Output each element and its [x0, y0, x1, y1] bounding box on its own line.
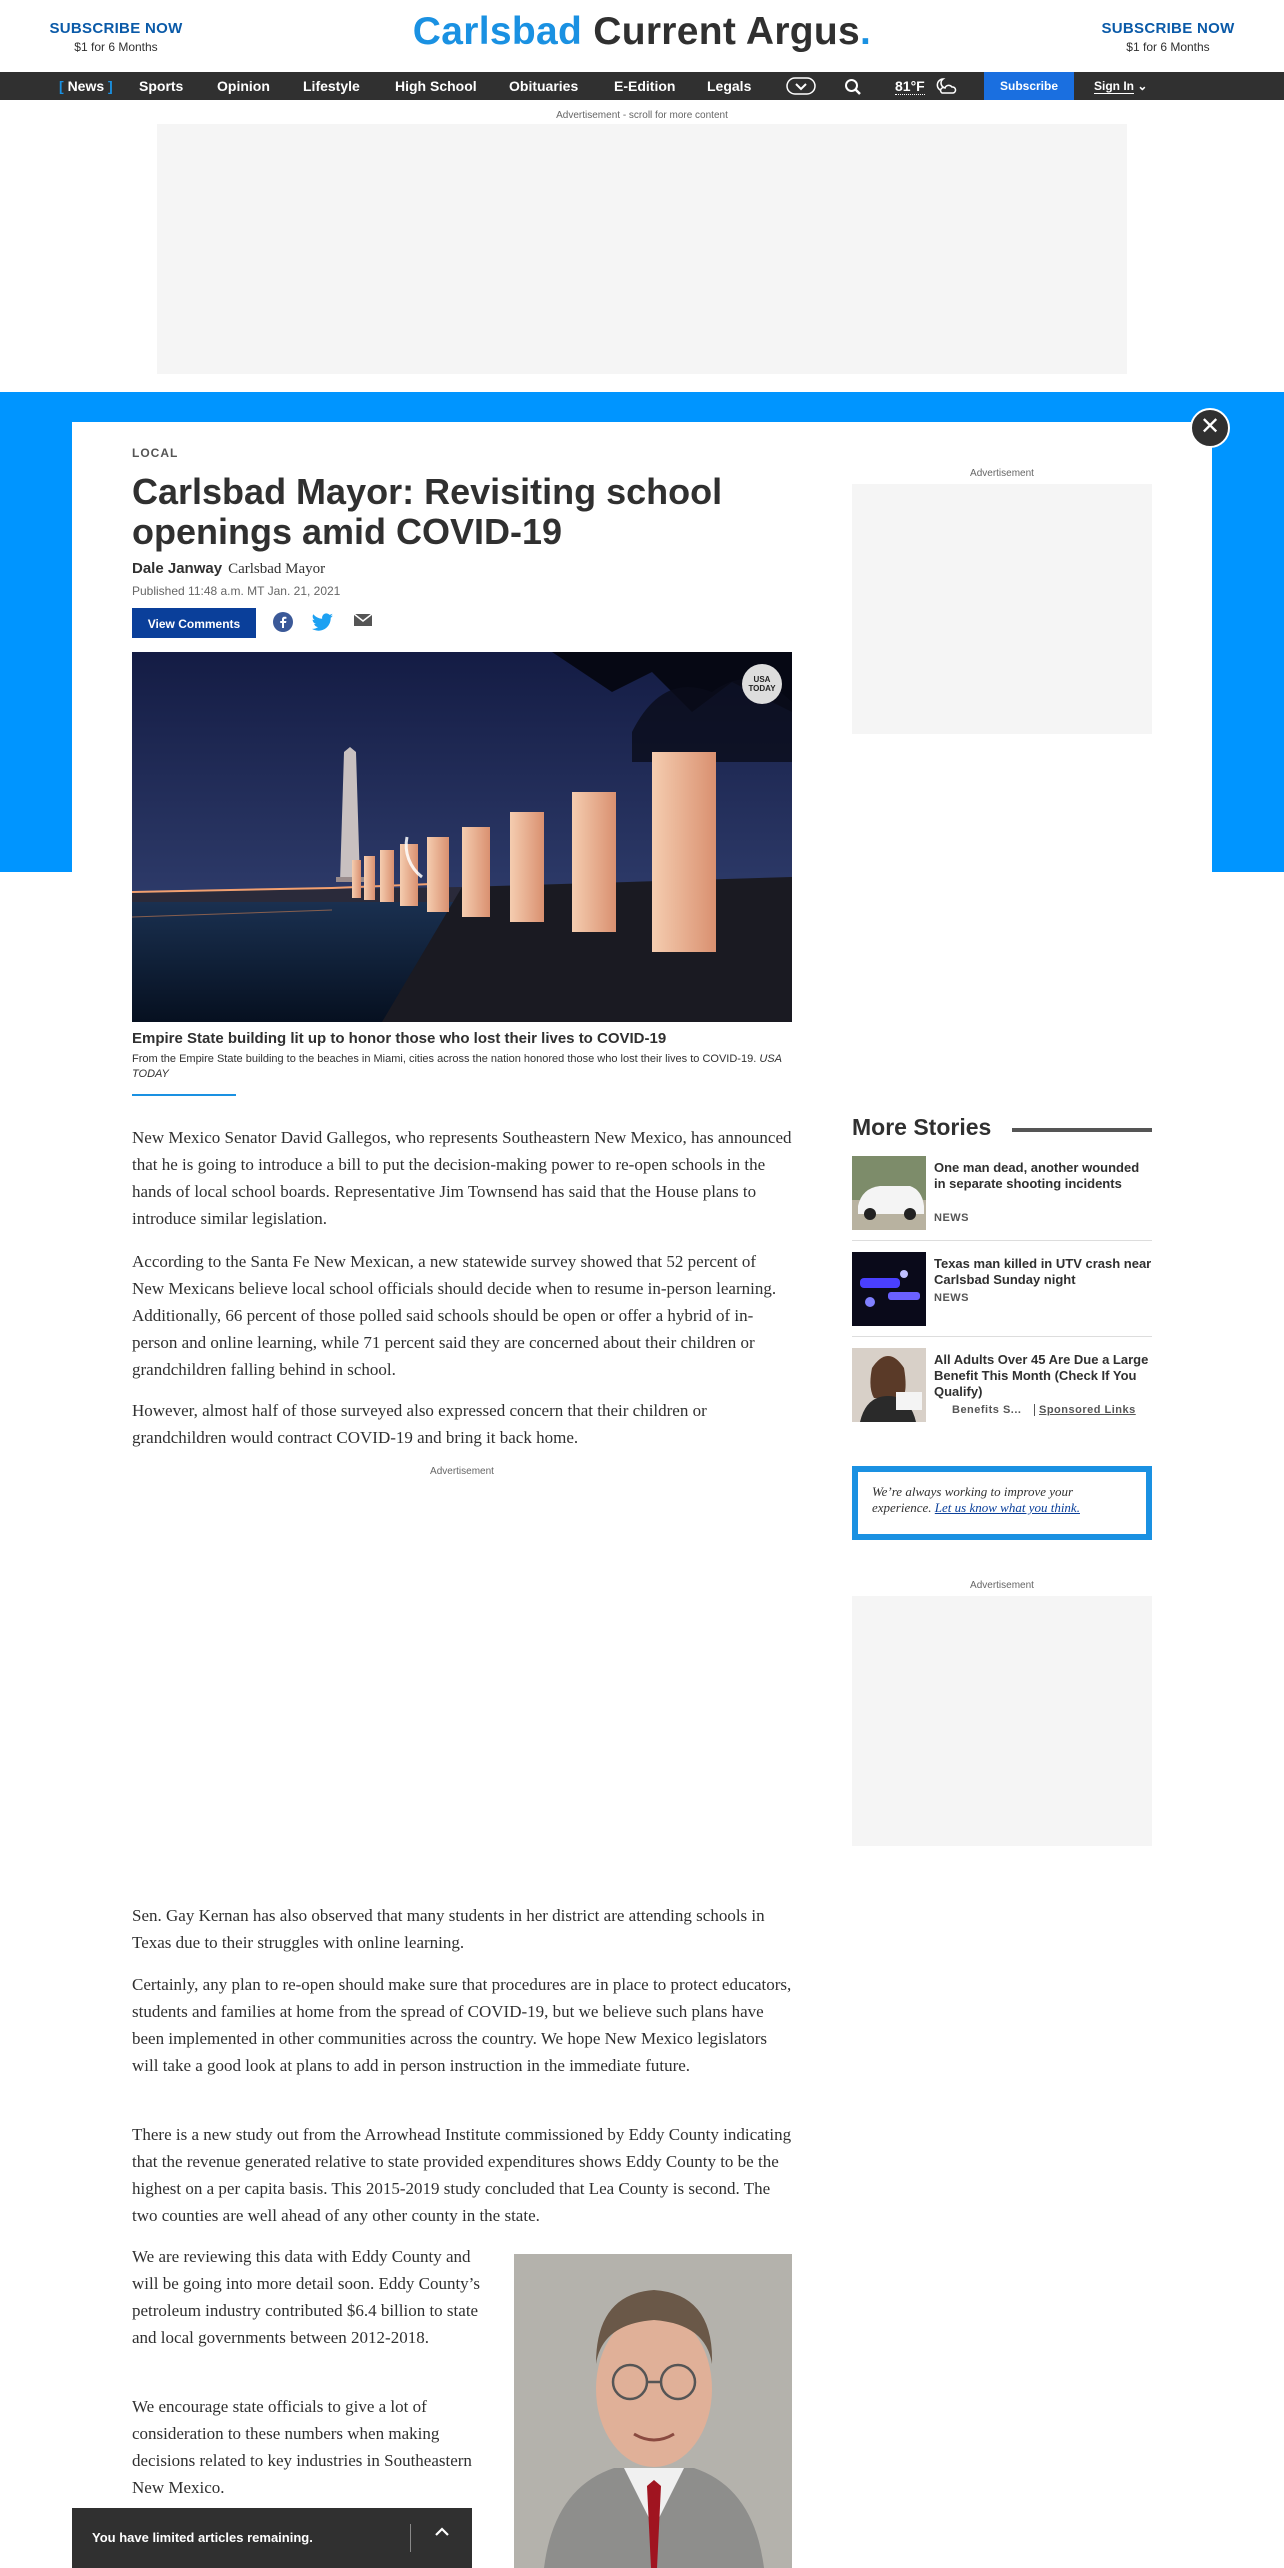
usa-today-badge: USA TODAY [742, 664, 782, 704]
sign-in-button[interactable]: Sign In ⌄ [1094, 79, 1148, 93]
ad-label: Advertisement [970, 1580, 1034, 1591]
nav-item-obituaries[interactable]: Obituaries [509, 78, 579, 94]
author-portrait [514, 2254, 792, 2568]
nav-item-legals[interactable]: Legals [707, 78, 752, 94]
email-icon[interactable] [352, 612, 374, 634]
article-paragraph: There is a new study out from the Arrowhead Institute commissioned by Eddy County indicating that the revenue generated relative to state provided expenditures shows Eddy County to be the highest on a per capita basis. This 2015-2019 study concluded that Lea County is second. The two counties are well ahead of any other county in the state. [132, 2125, 792, 2225]
article-paragraph: Sen. Gay Kernan has also observed that many students in her district are attending schools in Texas due to their struggles with online learning. [132, 1906, 765, 1952]
nav-item-sports[interactable]: Sports [139, 78, 184, 94]
site-header [0, 0, 1284, 72]
story-title[interactable]: One man dead, another wounded in separate shooting incidents [934, 1160, 1140, 1191]
story-label: NEWS [934, 1212, 969, 1224]
nav-item-high-school[interactable]: High School [395, 78, 477, 94]
chevron-down-icon[interactable] [786, 77, 816, 98]
close-icon[interactable]: ✕ [1190, 408, 1230, 448]
logo-dot: . [860, 10, 872, 53]
main-nav [0, 72, 1284, 100]
limited-articles-banner[interactable] [72, 2508, 472, 2568]
search-icon[interactable] [844, 78, 862, 99]
article-headline: Carlsbad Mayor: Revisiting school openings amid COVID-19 [132, 471, 723, 552]
author-name[interactable]: Dale Janway [132, 560, 223, 577]
story-title[interactable]: All Adults Over 45 Are Due a Large Benefit This Month (Check If You Qualify) [934, 1352, 1149, 1399]
divider [852, 1240, 1152, 1241]
ad-label: Advertisement [430, 1466, 494, 1477]
story-label: NEWS [934, 1292, 969, 1304]
subscribe-now-title[interactable]: SUBSCRIBE NOW [49, 20, 183, 37]
caption-credit: USA TODAY [132, 1053, 782, 1080]
chevron-down-icon: ⌄ [1137, 79, 1148, 93]
subscribe-now-title[interactable]: SUBSCRIBE NOW [1101, 20, 1235, 37]
sidebar-ad-slot[interactable] [852, 1596, 1152, 1846]
divider [410, 2524, 411, 2552]
nav-item-news[interactable]: [ News ] [59, 78, 113, 94]
hero-video-image[interactable] [132, 652, 792, 1022]
subscribe-now-right[interactable] [1068, 20, 1268, 54]
story-label: Benefits S... [952, 1404, 1022, 1416]
view-comments-button[interactable]: View Comments [132, 608, 256, 638]
feedback-link[interactable]: Let us know what you think. [934, 1500, 1080, 1515]
byline [132, 560, 325, 578]
partly-cloudy-night-icon[interactable] [934, 76, 958, 99]
story-title[interactable]: Texas man killed in UTV crash near Carlsbad Sunday night [934, 1256, 1152, 1287]
ad-label: Advertisement [970, 468, 1034, 479]
sponsored-links[interactable]: Sponsored Links [1034, 1404, 1136, 1416]
chevron-up-icon[interactable] [434, 2524, 450, 2545]
weather-temperature[interactable]: 81°F [895, 78, 925, 94]
section-label[interactable]: LOCAL [132, 446, 179, 460]
twitter-icon[interactable] [312, 612, 334, 634]
story-thumbnail[interactable] [852, 1348, 926, 1422]
logo-part-2[interactable]: Current Argus [593, 10, 861, 53]
sidebar-ad-slot[interactable] [852, 484, 1152, 734]
story-thumbnail[interactable] [852, 1252, 926, 1326]
logo-part-1[interactable]: Carlsbad [412, 10, 583, 53]
subscribe-button[interactable]: Subscribe [984, 72, 1074, 100]
article-paragraph: Certainly, any plan to re-open should make sure that procedures are in place to protect educators, students and families at home from the spread of COVID-19, but we believe such plans have been implemented in other communities across the country. We hope New Mexico legislators will take a good look at plans to add in person instruction in the immediate future. [132, 1975, 792, 2075]
divider [852, 1336, 1152, 1337]
publish-date: Published 11:48 a.m. MT Jan. 21, 2021 [132, 584, 341, 598]
story-card[interactable] [852, 1156, 1152, 1236]
nav-item-opinion[interactable]: Opinion [217, 78, 270, 94]
story-card[interactable] [852, 1348, 1152, 1428]
nav-item-e-edition[interactable]: E-Edition [614, 78, 676, 94]
facebook-icon[interactable] [272, 612, 294, 634]
story-card[interactable] [852, 1252, 1152, 1332]
article-paragraph: New Mexico Senator David Gallegos, who represents Southeastern New Mexico, has announced that he is going to introduce a bill to put the decision-making power to re-open schools in the hands of local school boards. Representative Jim Townsend has said that the House plans to introduce similar legislation. [132, 1128, 792, 1228]
feedback-box [852, 1466, 1152, 1540]
article-paragraph: We are reviewing this data with Eddy County and will be going into more detail soon. Eddy County’s petroleum industry contributed $6.4 billion to state and local governments between 2012-2018. [132, 2247, 481, 2347]
caption-divider [132, 1094, 236, 1096]
nav-item-lifestyle[interactable]: Lifestyle [303, 78, 360, 94]
feedback-text: We’re always working to improve your experience. [872, 1484, 1074, 1515]
caption-text: From the Empire State building to the beaches in Miami, cities across the nation honored those who lost their lives to COVID-19. USA TODAY [132, 1053, 782, 1080]
subscribe-now-offer[interactable]: $1 for 6 Months [74, 40, 158, 54]
ad-label: Advertisement - scroll for more content [556, 110, 728, 121]
limited-articles-text: You have limited articles remaining. [92, 2530, 313, 2545]
author-title: Carlsbad Mayor [228, 561, 326, 577]
subscribe-now-offer[interactable]: $1 for 6 Months [1126, 40, 1210, 54]
story-thumbnail[interactable] [852, 1156, 926, 1230]
article-paragraph: However, almost half of those surveyed also expressed concern that their children or grandchildren would contract COVID-19 and bring it back home. [132, 1401, 707, 1447]
more-stories-heading: More Stories [852, 1114, 992, 1140]
more-stories-rule [1012, 1128, 1152, 1132]
article-paragraph: According to the Santa Fe New Mexican, a new statewide survey showed that 52 percent of New Mexicans believe local school officials should decide when to resume in-person learning. Additionally, 66 percent of those polled said schools should be open or offer a hybrid of in-person and online learning, while 71 percent said they are concerned about their children or grandchildren falling behind in school. [132, 1252, 777, 1379]
top-ad-slot[interactable] [157, 124, 1127, 374]
caption-title: Empire State building lit up to honor those who lost their lives to COVID-19 [132, 1030, 667, 1047]
article-paragraph: We encourage state officials to give a lot of consideration to these numbers when making decisions related to key industries in Southeastern New Mexico. [132, 2397, 472, 2497]
